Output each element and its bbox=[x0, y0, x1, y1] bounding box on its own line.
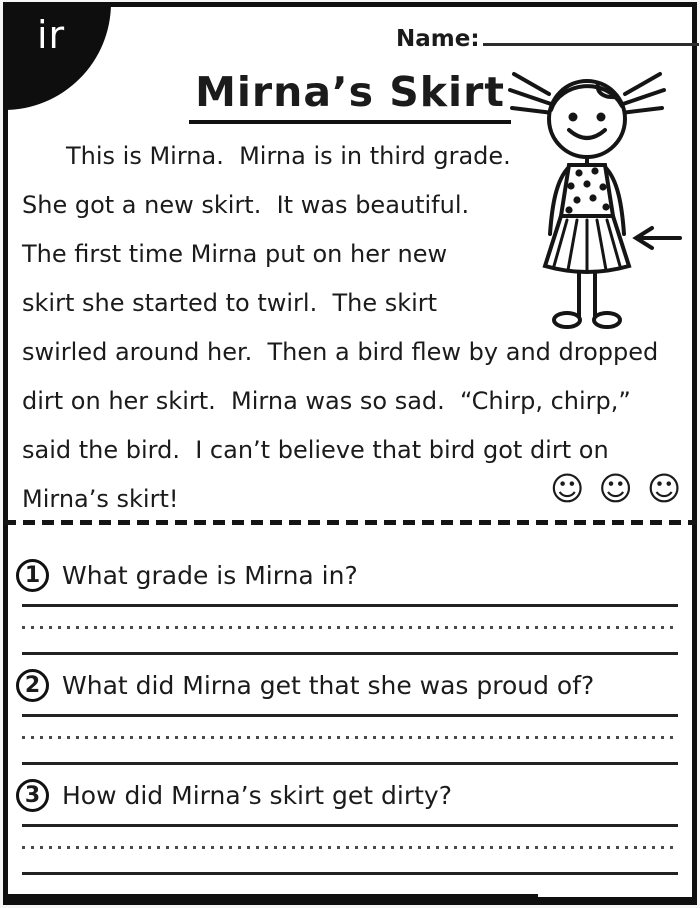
page-border-bottom-step bbox=[8, 894, 538, 899]
question-2-block bbox=[16, 662, 684, 766]
name-blank-line[interactable] bbox=[483, 22, 699, 46]
answer-line-dotted[interactable] bbox=[22, 846, 678, 849]
page-title: Mirna’s Skirt bbox=[189, 68, 511, 124]
name-label: Name: bbox=[396, 26, 480, 52]
question-number-circle: 3 bbox=[16, 779, 49, 812]
answer-line-dotted[interactable] bbox=[22, 626, 678, 629]
story-line: The first time Mirna put on her new bbox=[22, 240, 448, 268]
question-row bbox=[16, 554, 684, 596]
question-row bbox=[16, 774, 684, 816]
question-number-circle: 1 bbox=[16, 559, 49, 592]
question-text: What grade is Mirna in? bbox=[62, 560, 358, 590]
story-line: dirt on her skirt. Mirna was so sad. “Chirp, chirp,” bbox=[22, 387, 631, 415]
answer-line-solid[interactable] bbox=[22, 652, 678, 655]
girl-illustration-icon bbox=[502, 64, 684, 336]
question-number-circle: 2 bbox=[16, 669, 49, 702]
smiley-face-icon: ☺ bbox=[646, 469, 682, 508]
answer-line-solid[interactable] bbox=[22, 714, 678, 717]
dashed-divider bbox=[4, 520, 696, 525]
question-text: What did Mirna get that she was proud of? bbox=[62, 670, 595, 700]
arrow-left-icon bbox=[636, 228, 680, 248]
answer-line-solid[interactable] bbox=[22, 604, 678, 607]
question-3-block bbox=[16, 772, 684, 876]
answer-line-solid[interactable] bbox=[22, 872, 678, 875]
answer-line-dotted[interactable] bbox=[22, 736, 678, 739]
story-line: said the bird. I can’t believe that bird got dirt on bbox=[22, 436, 609, 464]
answer-line-solid[interactable] bbox=[22, 762, 678, 765]
smiley-face-icon: ☺ bbox=[598, 469, 633, 508]
answer-line-solid[interactable] bbox=[22, 824, 678, 827]
question-row bbox=[16, 664, 684, 706]
name-row bbox=[396, 22, 699, 52]
story-line: Mirna’s skirt! bbox=[22, 485, 179, 513]
story-line: She got a new skirt. It was beautiful. bbox=[22, 191, 470, 219]
question-text: How did Mirna’s skirt get dirty? bbox=[62, 780, 452, 810]
smiley-row bbox=[550, 470, 681, 508]
question-1-block bbox=[16, 552, 684, 656]
story-line: swirled around her. Then a bird flew by and dropped bbox=[22, 338, 659, 366]
smiley-face-icon: ☺ bbox=[550, 469, 585, 508]
phonics-badge-label: ir bbox=[37, 13, 66, 57]
story-line: skirt she started to twirl. The skirt bbox=[22, 289, 438, 317]
story-line: This is Mirna. Mirna is in third grade. bbox=[66, 142, 511, 170]
